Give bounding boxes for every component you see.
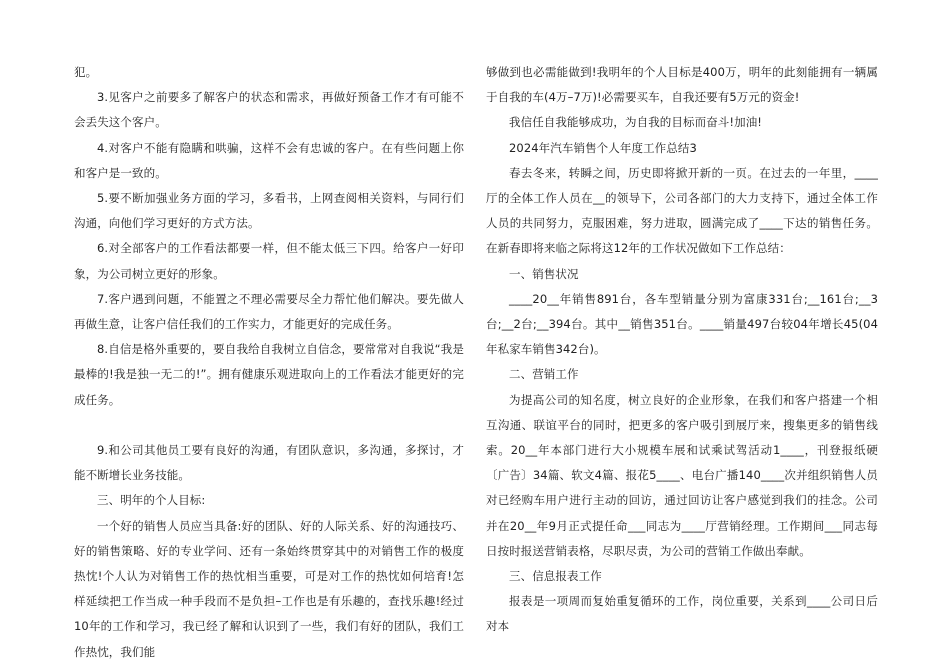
paragraph-item-3: 3.见客户之前要多了解客户的状态和需求，再做好预备工作才有可能不会丢失这个客户。: [74, 90, 464, 130]
section-heading-sales: 一、销售状况: [509, 266, 579, 281]
paragraph-spacer: [74, 413, 464, 438]
paragraph-continuation: 够做到也必需能做到!我明年的个人目标是400万，明年的此刻能拥有一辆属于自我的车(4万–7万)!必需要买车，自我还要有5万元的资金!: [486, 65, 878, 105]
paragraph-continuation: 犯。: [74, 65, 98, 79]
paragraph-item-4: 4.对客户不能有隐瞒和哄骗，这样不会有忠诚的客户。在有些问题上你和客户是一致的。: [74, 140, 464, 180]
paragraph-item-7: 7.客户遇到问题，不能置之不理必需要尽全力帮忙他们解决。要先做人再做生意，让客户信任我们的工作实力，才能更好的完成任务。: [74, 291, 464, 332]
paragraph-item-5: 5.要不断加强业务方面的学习，多看书，上网查阅相关资料，与同行们沟通，向他们学习更好的方式方法。: [74, 191, 464, 231]
section-heading-reports: 三、信息报表工作: [509, 569, 602, 584]
paragraph-item-8: 8.自信是格外重要的，要自我给自我树立自信念，要常常对自我说“我是最棒的!我是独一无二的!”。拥有健康乐观进取向上的工作看法才能更好的完成任务。: [74, 342, 464, 407]
paragraph-reports-body: 报表是一项周而复始重复循环的工作，岗位重要，关系到____公司日后对本: [486, 594, 878, 634]
paragraph-marketing-body: 为提高公司的知名度，树立良好的企业形象，在我们和客户搭建一个相互沟通、联谊平台的同时，把更多的客户吸引到展厅来，搜集更多的销售线索。20__年本部门进行大小规模车展和试乘试驾活动1____，刊登报纸硬〔广告〕34篇、软文4篇、报花5____、电台广播140____次并组织销售人员对已经购车用户进行主动的回访，通过回访让客户感觉到我们的挂念。公司并在20__年9月正式提任命___同志为____厅营销经理。工作期间___同志每日按时报送营销表格，尽职尽责，为公司的营销工作做出奉献。: [486, 392, 878, 558]
paragraph-sales-body: ____20__年销售891台，各车型销量分别为富康331台;__161台;__3台;__2台;__394台。其中__销售351台。____销量497台较04年增长45(04年私家车销售342台)。: [486, 291, 878, 357]
paragraph-intro: 春去冬来，转瞬之间，历史即将掀开新的一页。在过去的一年里，____厅的全体工作人员在__的领导下，公司各部门的大力支持下，通过全体工作人员的共同努力，克服困难，努力进取，圆满完成了____下达的销售任务。在新春即将来临之际将这12年的工作状况做如下工作总结：: [486, 165, 878, 256]
document-subtitle: 2024年汽车销售个人年度工作总结3: [509, 140, 697, 155]
section-heading-marketing: 二、营销工作: [509, 367, 579, 382]
left-column: [74, 60, 464, 665]
paragraph-item-6: 6.对全部客户的工作看法都要一样，但不能太低三下四。给客户一好印象，为公司树立更好的形象。: [74, 241, 464, 281]
paragraph-cheer: 我信任自我能够成功，为自我的目标而奋斗!加油!: [509, 115, 763, 130]
right-column: [486, 60, 878, 640]
paragraph-item-9: 9.和公司其他员工要有良好的沟通，有团队意识，多沟通，多探讨，才能不断增长业务技能。: [74, 443, 464, 483]
section-heading-goals: 三、明年的个人目标:: [97, 493, 206, 508]
paragraph-goals-body: 一个好的销售人员应当具备:好的团队、好的人际关系、好的沟通技巧、好的销售策略、好的专业学问、还有一条始终贯穿其中的对销售工作的极度热忱!个人认为对销售工作的热忱相当重要，可是对工作的热忱如何培育!怎样延续把工作当成一种手段而不是负担–工作也是有乐趣的，查找乐趣!经过10年的工作和学习，我已经了解和认识到了一些，我们有好的团队，我们工作热忱，我们能: [74, 518, 464, 659]
